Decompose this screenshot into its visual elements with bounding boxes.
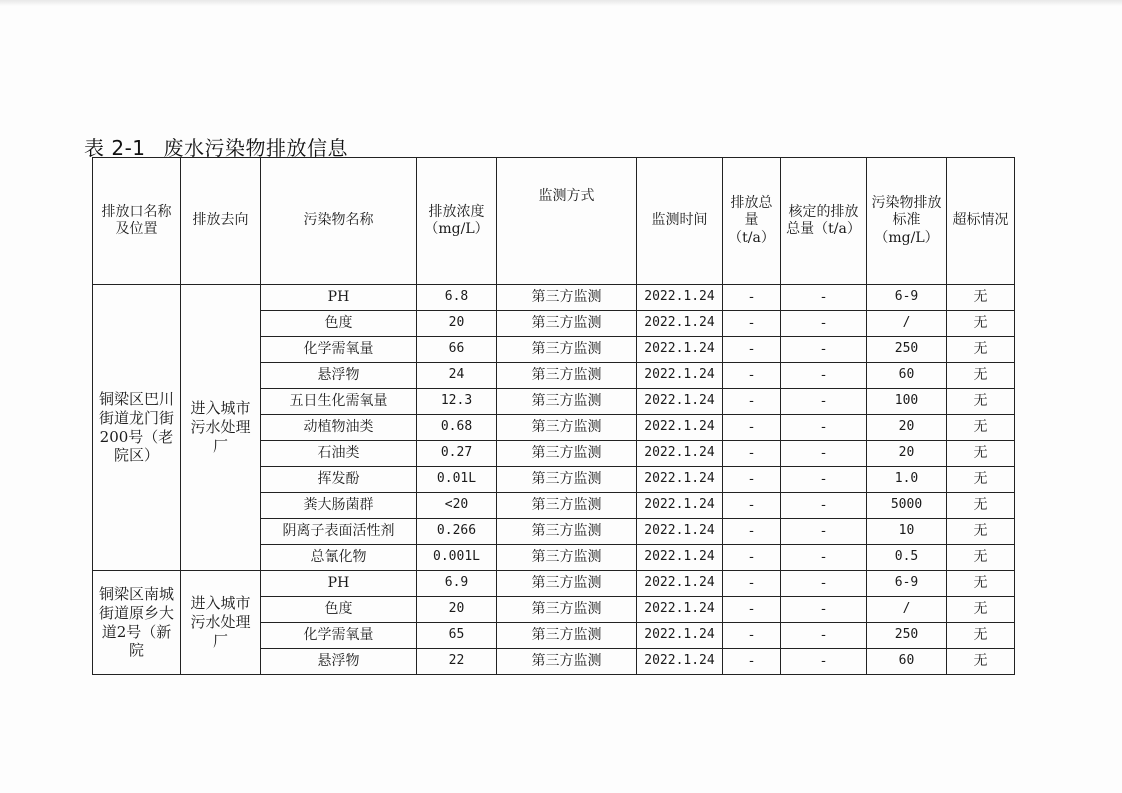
emission-standard-cell: 20 (867, 441, 947, 467)
approved-total-cell: - (781, 519, 867, 545)
concentration-cell: 0.266 (417, 519, 497, 545)
emission-standard-cell: 6-9 (867, 571, 947, 597)
wastewater-emission-table (92, 157, 1015, 675)
table-body (93, 285, 1015, 675)
pollutant-name-cell: 动植物油类 (261, 415, 417, 441)
header-standard: 污染物排放标准（mg/L） (867, 158, 947, 285)
emission-total-cell: - (723, 311, 781, 337)
header-total: 排放总量（t/a） (723, 158, 781, 285)
emission-standard-cell: 6-9 (867, 285, 947, 311)
monitoring-method-cell: 第三方监测 (497, 571, 637, 597)
exceed-status-cell: 无 (947, 389, 1015, 415)
monitoring-time-cell: 2022.1.24 (637, 467, 723, 493)
exceed-status-cell: 无 (947, 441, 1015, 467)
approved-total-cell: - (781, 389, 867, 415)
concentration-cell: 6.9 (417, 571, 497, 597)
emission-standard-cell: 250 (867, 623, 947, 649)
header-concentration: 排放浓度（mg/L） (417, 158, 497, 285)
monitoring-time-cell: 2022.1.24 (637, 493, 723, 519)
monitoring-time-cell: 2022.1.24 (637, 545, 723, 571)
discharge-destination-cell: 进入城市污水处理厂 (181, 285, 261, 571)
approved-total-cell: - (781, 441, 867, 467)
table-row (93, 571, 1015, 597)
exceed-status-cell: 无 (947, 623, 1015, 649)
header-pollutant: 污染物名称 (261, 158, 417, 285)
approved-total-cell: - (781, 571, 867, 597)
monitoring-time-cell: 2022.1.24 (637, 441, 723, 467)
monitoring-method-cell: 第三方监测 (497, 415, 637, 441)
header-approved-total: 核定的排放总量（t/a） (781, 158, 867, 285)
exceed-status-cell: 无 (947, 649, 1015, 675)
pollutant-name-cell: PH (261, 285, 417, 311)
emission-standard-cell: 0.5 (867, 545, 947, 571)
emission-standard-cell: 10 (867, 519, 947, 545)
monitoring-method-cell: 第三方监测 (497, 363, 637, 389)
pollutant-name-cell: 五日生化需氧量 (261, 389, 417, 415)
monitoring-method-cell: 第三方监测 (497, 467, 637, 493)
concentration-cell: 0.27 (417, 441, 497, 467)
emission-standard-cell: 1.0 (867, 467, 947, 493)
header-method: 监测方式 (497, 158, 637, 285)
monitoring-method-cell: 第三方监测 (497, 389, 637, 415)
concentration-cell: 20 (417, 597, 497, 623)
pollutant-name-cell: 化学需氧量 (261, 623, 417, 649)
approved-total-cell: - (781, 649, 867, 675)
approved-total-cell: - (781, 545, 867, 571)
concentration-cell: 0.01L (417, 467, 497, 493)
monitoring-time-cell: 2022.1.24 (637, 285, 723, 311)
concentration-cell: 66 (417, 337, 497, 363)
emission-total-cell: - (723, 467, 781, 493)
monitoring-method-cell: 第三方监测 (497, 519, 637, 545)
monitoring-method-cell: 第三方监测 (497, 493, 637, 519)
monitoring-method-cell: 第三方监测 (497, 337, 637, 363)
header-outlet: 排放口名称及位置 (93, 158, 181, 285)
approved-total-cell: - (781, 311, 867, 337)
exceed-status-cell: 无 (947, 597, 1015, 623)
pollutant-name-cell: 挥发酚 (261, 467, 417, 493)
monitoring-time-cell: 2022.1.24 (637, 363, 723, 389)
emission-standard-cell: 60 (867, 649, 947, 675)
exceed-status-cell: 无 (947, 337, 1015, 363)
emission-standard-cell: 60 (867, 363, 947, 389)
monitoring-time-cell: 2022.1.24 (637, 337, 723, 363)
approved-total-cell: - (781, 337, 867, 363)
pollutant-name-cell: 阴离子表面活性剂 (261, 519, 417, 545)
emission-total-cell: - (723, 597, 781, 623)
emission-standard-cell: 20 (867, 415, 947, 441)
approved-total-cell: - (781, 415, 867, 441)
monitoring-time-cell: 2022.1.24 (637, 311, 723, 337)
pollutant-name-cell: 粪大肠菌群 (261, 493, 417, 519)
monitoring-method-cell: 第三方监测 (497, 285, 637, 311)
monitoring-method-cell: 第三方监测 (497, 311, 637, 337)
table-title: 废水污染物排放信息 (163, 136, 349, 160)
monitoring-time-cell: 2022.1.24 (637, 571, 723, 597)
approved-total-cell: - (781, 597, 867, 623)
emission-standard-cell: 5000 (867, 493, 947, 519)
emission-total-cell: - (723, 493, 781, 519)
exceed-status-cell: 无 (947, 467, 1015, 493)
monitoring-time-cell: 2022.1.24 (637, 597, 723, 623)
approved-total-cell: - (781, 363, 867, 389)
scan-edge-shadow (0, 0, 1122, 6)
emission-total-cell: - (723, 519, 781, 545)
emission-standard-cell: 100 (867, 389, 947, 415)
emission-total-cell: - (723, 571, 781, 597)
exceed-status-cell: 无 (947, 545, 1015, 571)
header-exceed: 超标情况 (947, 158, 1015, 285)
emission-total-cell: - (723, 337, 781, 363)
monitoring-method-cell: 第三方监测 (497, 649, 637, 675)
header-time: 监测时间 (637, 158, 723, 285)
approved-total-cell: - (781, 493, 867, 519)
emission-total-cell: - (723, 363, 781, 389)
exceed-status-cell: 无 (947, 285, 1015, 311)
exceed-status-cell: 无 (947, 519, 1015, 545)
emission-standard-cell: / (867, 597, 947, 623)
exceed-status-cell: 无 (947, 493, 1015, 519)
exceed-status-cell: 无 (947, 571, 1015, 597)
emission-total-cell: - (723, 545, 781, 571)
concentration-cell: 0.001L (417, 545, 497, 571)
concentration-cell: 22 (417, 649, 497, 675)
table-number: 表 2-1 (84, 136, 146, 160)
concentration-cell: 12.3 (417, 389, 497, 415)
outlet-location-cell: 铜梁区巴川街道龙门街200号（老院区） (93, 285, 181, 571)
emission-standard-cell: 250 (867, 337, 947, 363)
monitoring-method-cell: 第三方监测 (497, 597, 637, 623)
outlet-location-cell: 铜梁区南城街道原乡大道2号（新院 (93, 571, 181, 675)
monitoring-method-cell: 第三方监测 (497, 545, 637, 571)
monitoring-method-cell: 第三方监测 (497, 623, 637, 649)
header-row (93, 158, 1015, 285)
concentration-cell: 20 (417, 311, 497, 337)
approved-total-cell: - (781, 285, 867, 311)
emission-total-cell: - (723, 623, 781, 649)
monitoring-time-cell: 2022.1.24 (637, 389, 723, 415)
approved-total-cell: - (781, 467, 867, 493)
table-row (93, 285, 1015, 311)
pollutant-name-cell: 悬浮物 (261, 363, 417, 389)
concentration-cell: <20 (417, 493, 497, 519)
monitoring-time-cell: 2022.1.24 (637, 415, 723, 441)
emission-total-cell: - (723, 285, 781, 311)
header-destination: 排放去向 (181, 158, 261, 285)
concentration-cell: 24 (417, 363, 497, 389)
monitoring-method-cell: 第三方监测 (497, 441, 637, 467)
monitoring-time-cell: 2022.1.24 (637, 519, 723, 545)
emission-total-cell: - (723, 441, 781, 467)
pollutant-name-cell: 石油类 (261, 441, 417, 467)
pollutant-name-cell: 色度 (261, 597, 417, 623)
emission-standard-cell: / (867, 311, 947, 337)
pollutant-name-cell: 悬浮物 (261, 649, 417, 675)
monitoring-time-cell: 2022.1.24 (637, 623, 723, 649)
discharge-destination-cell: 进入城市污水处理厂 (181, 571, 261, 675)
pollutant-name-cell: 总氰化物 (261, 545, 417, 571)
emission-total-cell: - (723, 415, 781, 441)
concentration-cell: 0.68 (417, 415, 497, 441)
pollutant-name-cell: PH (261, 571, 417, 597)
emission-total-cell: - (723, 649, 781, 675)
exceed-status-cell: 无 (947, 311, 1015, 337)
monitoring-time-cell: 2022.1.24 (637, 649, 723, 675)
approved-total-cell: - (781, 623, 867, 649)
pollutant-name-cell: 化学需氧量 (261, 337, 417, 363)
concentration-cell: 6.8 (417, 285, 497, 311)
concentration-cell: 65 (417, 623, 497, 649)
exceed-status-cell: 无 (947, 363, 1015, 389)
emission-total-cell: - (723, 389, 781, 415)
pollutant-name-cell: 色度 (261, 311, 417, 337)
exceed-status-cell: 无 (947, 415, 1015, 441)
